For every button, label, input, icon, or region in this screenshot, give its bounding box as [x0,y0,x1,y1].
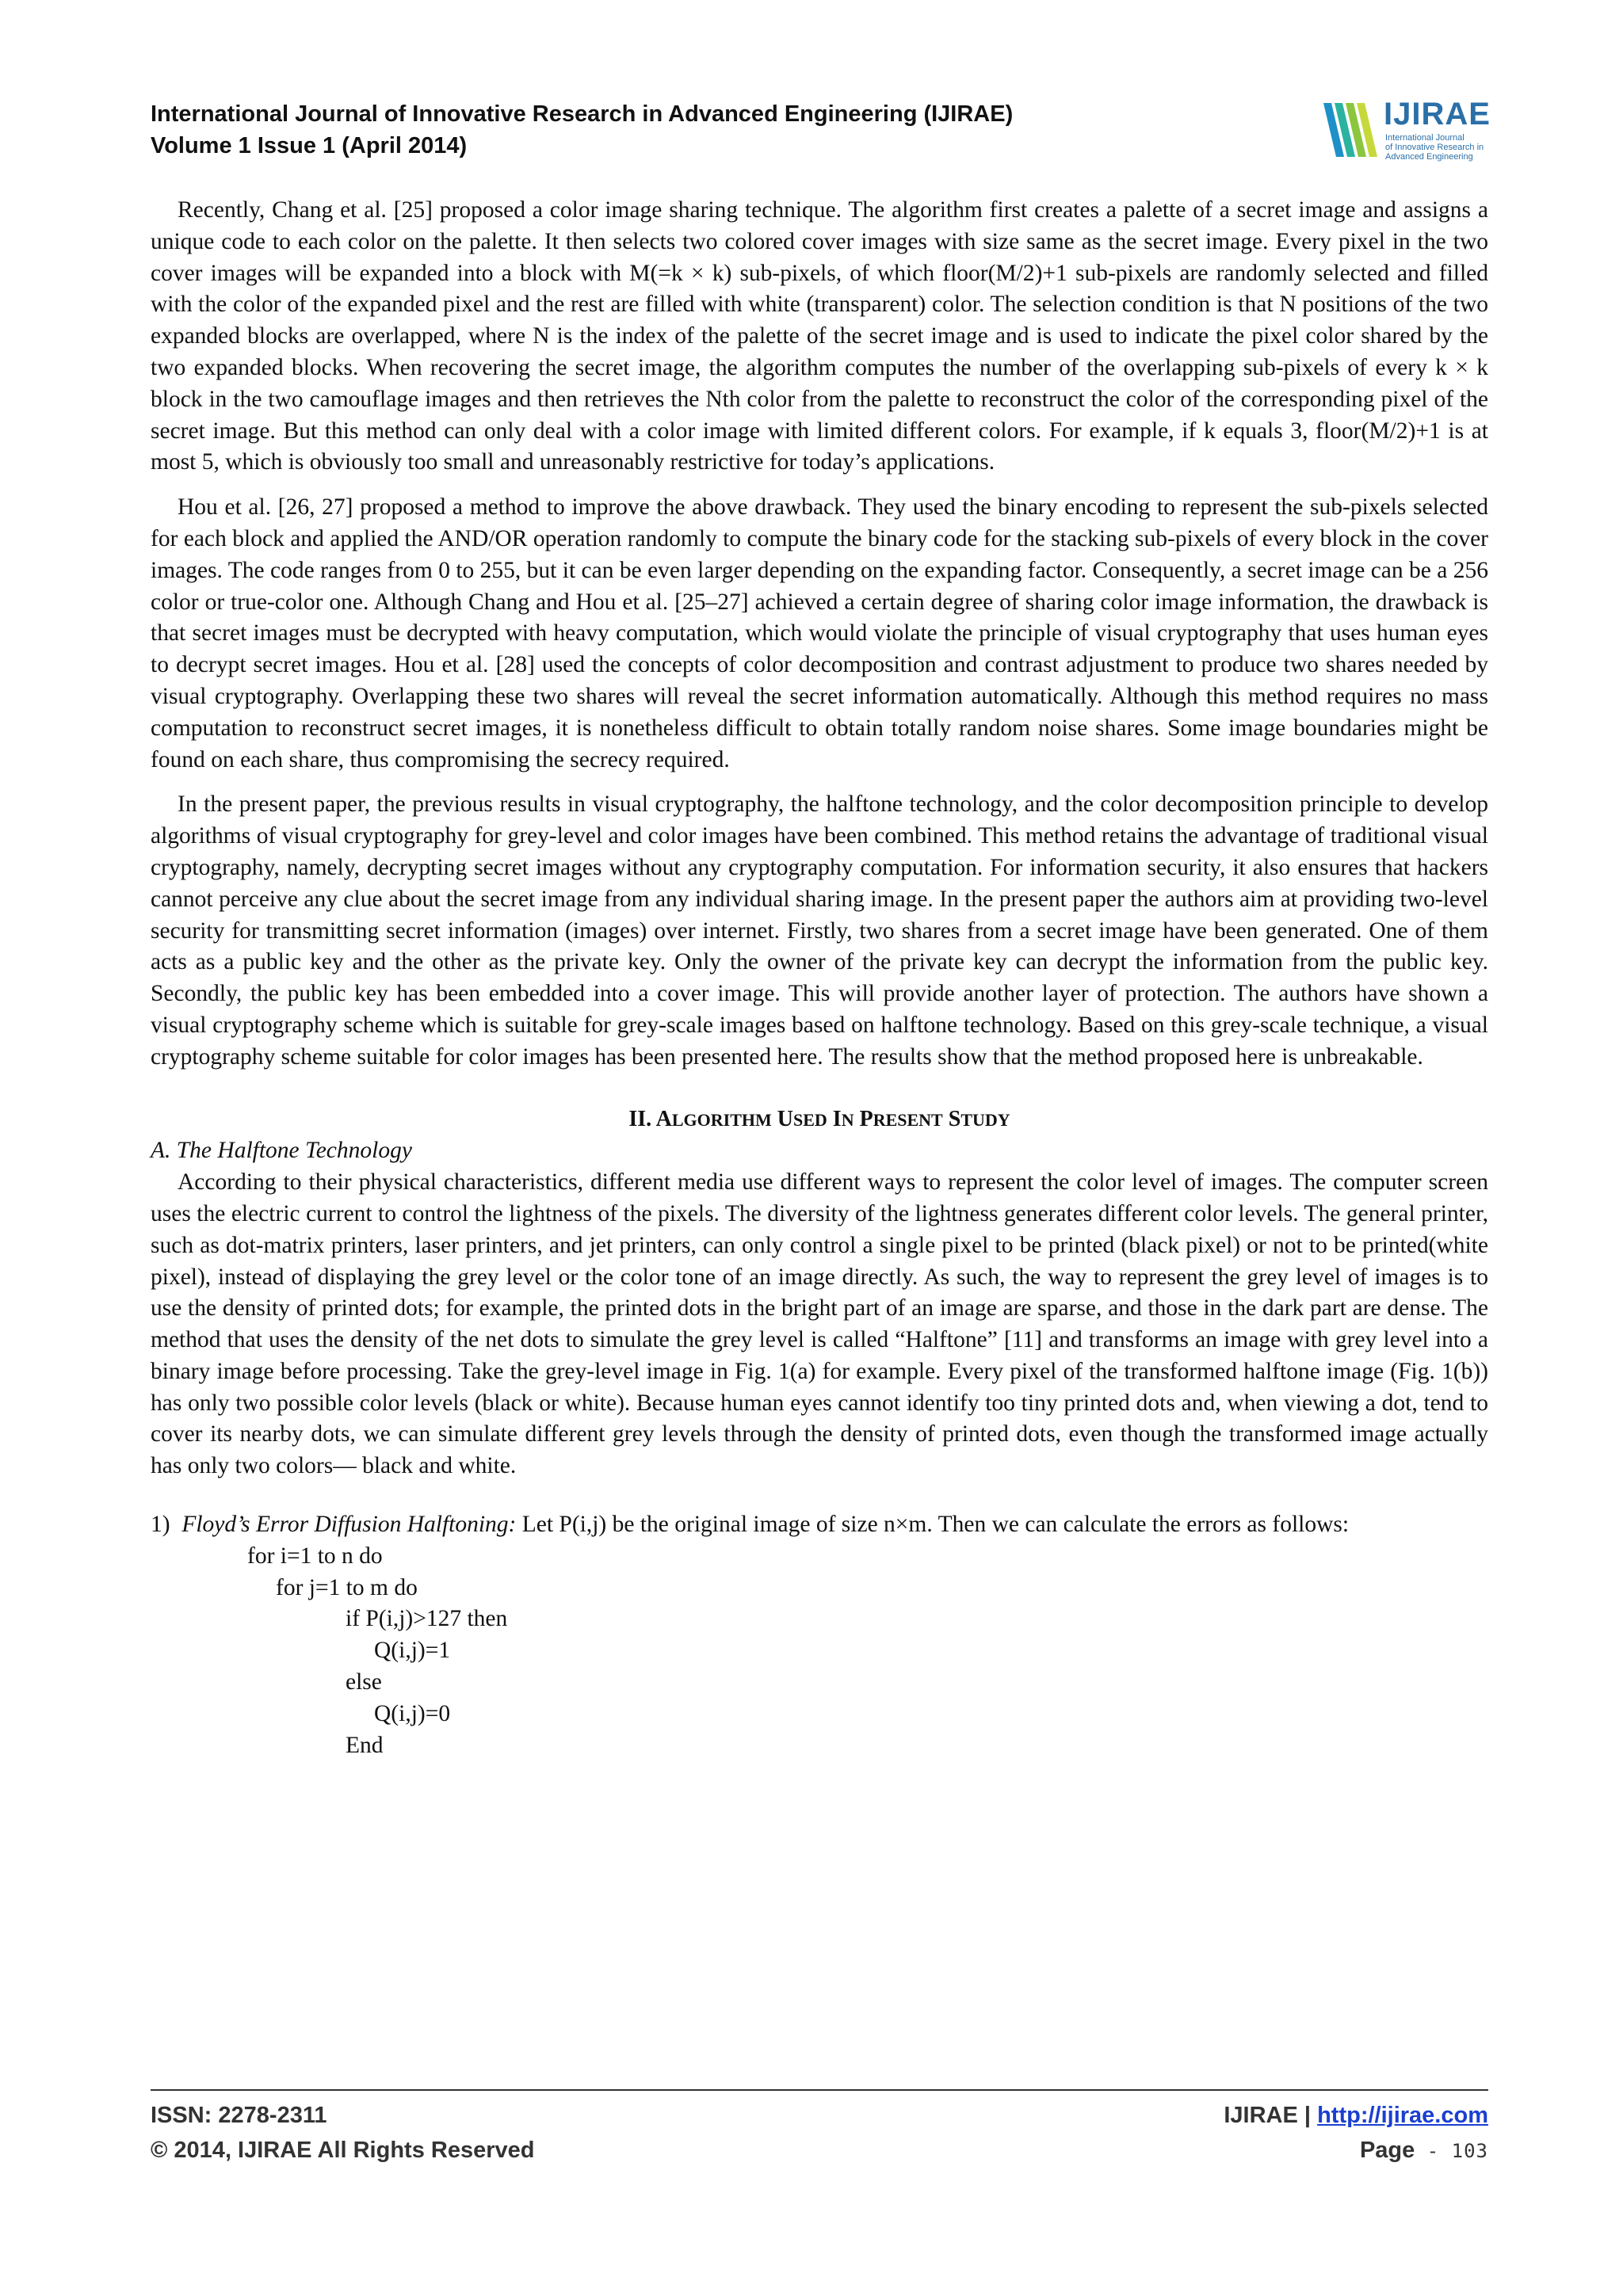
code-line: for j=1 to m do [276,1574,418,1600]
journal-logo [1320,95,1490,168]
pseudocode-block [151,1541,1488,1762]
code-line: else [346,1669,382,1695]
body-paragraph: According to their physical characteristics, different media use different ways to represent the color level of images. The computer screen uses the electric current to control the lightness of the pixels. The diversity of the lightness generates different color levels. The general printer, such as dot-matrix printers, laser printers, and jet printers, can only control a single pixel to be printed (black pixel) or not to be printed(white pixel), instead of displaying the grey level or the color tone of an image directly. As such, the way to represent the grey level of images is to use the density of printed dots; for example, the printed dots in the bright part of an image are sparse, and those in the dark part are dense. The method that uses the density of the net dots to simulate the grey level is called “Halftone” [11] and transforms an image with grey level into a binary image before processing. Take the grey-level image in Fig. 1(a) for example. Every pixel of the transformed halftone image (Fig. 1(b)) has only two possible color levels (black or white). Because human eyes cannot identify too tiny printed dots and, when viewing a dot, tend to cover its nearby dots, we can simulate different grey levels through the density of printed dots, even though the transformed image actually has only two colors— black and white. [151,1169,1488,1479]
journal-url-link[interactable]: http://ijirae.com [1317,2103,1488,2128]
item-heading: Floyd’s Error Diffusion Halftoning: [181,1512,517,1538]
section-word: IN [832,1106,854,1131]
footer-brand-row [1224,2098,1488,2133]
body-paragraph: Recently, Chang et al. [25] proposed a color image sharing technique. The algorithm first creates a palette of a secret image and assigns a unique code to each color on the palette. It then selects two colored cover images with size same as the secret image. Every pixel in the two cover images will be expanded into a block with M(=k × k) sub-pixels, of which floor(M/2)+1 sub-pixels are randomly selected and filled with the color of the expanded pixel and the rest are filled with white (transparent) color. The selection condition is that N positions of the two expanded blocks are overlapped, where N is the index of the palette of the secret image and is used to indicate the pixel color shared by the two expanded blocks. When recovering the secret image, the algorithm computes the number of the overlapping sub-pixels of every k × k block in the two camouflage images and then retrieves the Nth color from the palette to reconstruct the color of the corresponding pixel of the secret image. But this method can only deal with a color image with limited different colors. For example, if k equals 3, floor(M/2)+1 is at most 5, which is obviously too small and unreasonably restrictive for today’s applications. [151,197,1488,475]
code-line: if P(i,j)>127 then [346,1606,508,1632]
code-line: End [346,1732,384,1758]
logo-subtitle-line: of Innovative Research in [1385,143,1484,152]
section-word: STUDY [948,1106,1010,1131]
logo-stripes-icon [1320,98,1382,162]
section-heading [151,1104,1488,1136]
footer-brand: IJIRAE | [1224,2103,1312,2128]
footer-divider [151,2089,1488,2091]
item-number: 1) [151,1512,170,1538]
item-text: Let P(i,j) be the original image of size n×m. Then we can calculate the errors as follows: [521,1512,1350,1538]
running-header [151,98,1339,162]
page-number: 103 [1451,2140,1488,2162]
body-paragraph: Hou et al. [26, 27] proposed a method to improve the above drawback. They used the binary encoding to represent the sub-pixels selected for each block and applied the AND/OR operation randomly to compute the binary code for the stacking sub-pixels of every block in the cover images. The code ranges from 0 to 255, but it can be even larger depending on the expanding factor. Consequently, a secret image can be a 256 color or true-color one. Although Chang and Hou et al. [25–27] achieved a certain degree of sharing color image information, the drawback is that secret images must be decrypted with heavy computation, which would violate the principle of visual cryptography that uses human eyes to decrypt secret images. Hou et al. [28] used the concepts of color decomposition and contrast adjustment to produce two shares needed by visual cryptography. Overlapping these two shares will reveal the secret information automatically. Although this method requires no mass computation to reconstruct secret images, it is nonetheless difficult to obtain totally random noise shares. Some image boundaries might be found on each share, thus compromising the secrecy required. [151,494,1488,772]
section-word: USED [777,1106,827,1131]
article-body [151,195,1488,1761]
section-word: PRESENT [859,1106,943,1131]
page-separator: - [1415,2140,1452,2162]
code-line: Q(i,j)=0 [374,1700,451,1726]
logo-subtitle-line: International Journal [1385,133,1465,143]
logo-subtitle-line: Advanced Engineering [1385,152,1473,162]
copyright: © 2014, IJIRAE All Rights Reserved [151,2138,535,2163]
journal-title: International Journal of Innovative Research in Advanced Engineering (IJIRAE) [151,101,1014,127]
logo-subtitle [1385,133,1490,162]
issn: ISSN: 2278-2311 [151,2103,327,2128]
subsection-heading: A. The Halftone Technology [151,1138,412,1164]
code-line: Q(i,j)=1 [374,1638,451,1664]
section-word: ALGORITHM [655,1106,772,1131]
footer-left [151,2098,534,2168]
body-paragraph: In the present paper, the previous results in visual cryptography, the halftone technology, and the color decomposition principle to develop algorithms of visual cryptography for grey-level and color images have been combined. This method retains the advantage of traditional visual cryptography, namely, decrypting secret images without any cryptography computation. For information security, it also ensures that hackers cannot perceive any clue about the secret image from any individual sharing image. In the present paper the authors aim at providing two-level security for transmitting secret information (images) over internet. Firstly, two shares from a secret image have been generated. One of them acts as a public key and the other as the private key. Only the owner of the private key can decrypt the information from the public key. Secondly, the public key has been embedded into a cover image. This will provide another layer of protection. The authors have shown a visual cryptography scheme which is suitable for grey-scale images based on halftone technology. Based on this grey-scale technique, a visual cryptography scheme suitable for color images has been presented here. The results show that the method proposed here is unbreakable. [151,791,1488,1070]
numbered-paragraph [151,1509,1488,1541]
volume-issue: Volume 1 Issue 1 (April 2014) [151,133,468,158]
section-number: II. [628,1106,652,1131]
logo-name: IJIRAE [1384,97,1491,132]
page-label: Page [1359,2138,1415,2163]
footer-right [1224,2098,1488,2168]
code-line: for i=1 to n do [247,1543,383,1569]
page-number-row [1224,2133,1488,2168]
